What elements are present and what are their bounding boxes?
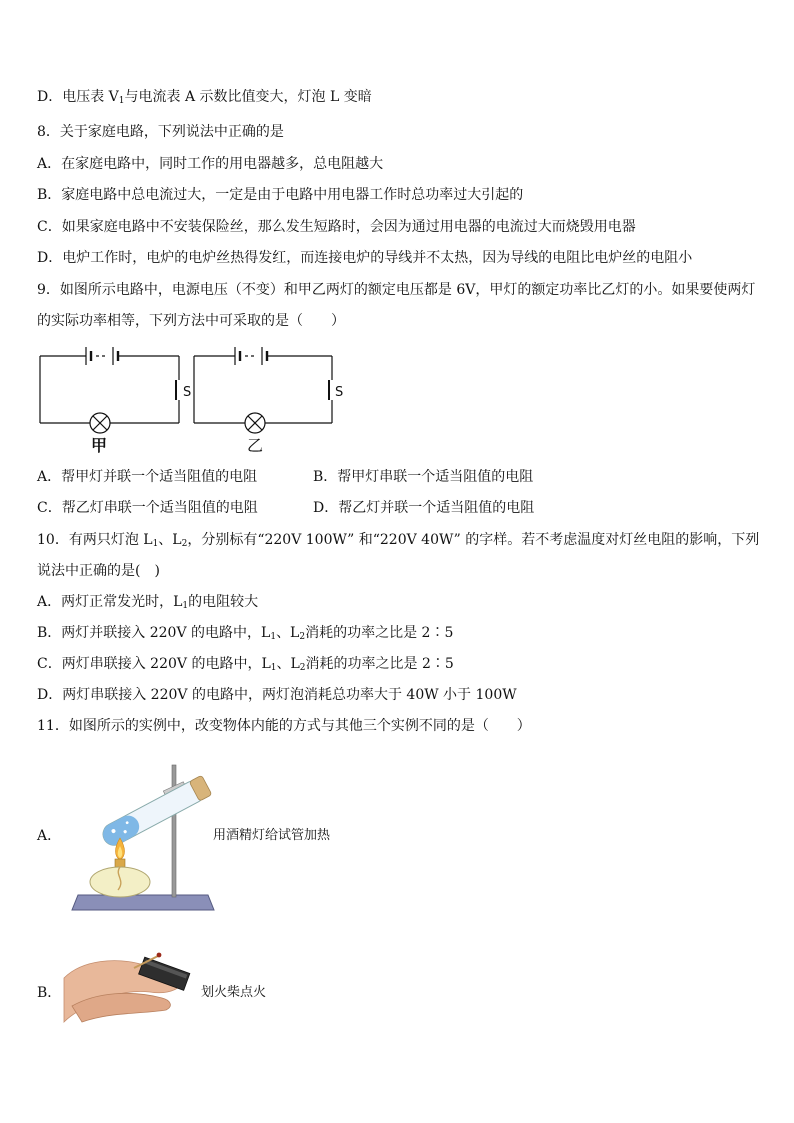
q8-option-a: A．在家庭电路中，同时工作的用电器越多，总电阻越大 (37, 156, 384, 172)
q9-stem-line1: 9．如图所示电路中，电源电压（不变）和甲乙两灯的额定电压都是 6V，甲灯的额定功率比乙灯的小。如果要使两灯 (37, 282, 756, 298)
q10-option-b: B．两灯并联接入 220V 的电路中，$L_1$、$L_2$消耗的功率之比是 2∶5 (37, 625, 454, 642)
q10-option-c: C．两灯串联接入 220V 的电路中，$L_1$、$L_2$消耗的功率之比是 2∶5 (37, 656, 454, 673)
circuit2-lamp-label: 乙 (247, 436, 264, 455)
circuit1-switch-label: S (183, 385, 192, 400)
q10-stem-line1: 10．有两只灯泡 $L_1$、$L_2$，分别标有“220V 100W” 和“220V 40W” 的字样。若不考虑温度对灯丝电阻的影响，下列 (37, 532, 760, 549)
q9-option-c: C．帮乙灯串联一个适当阻值的电阻 (37, 500, 258, 516)
q10-option-a: A．两灯正常发光时，$L_1$的电阻较大 (37, 594, 259, 611)
q8-option-c: C．如果家庭电路中不安装保险丝，那么发生短路时，会因为通过用电器的电流过大而烧毁用电器 (37, 219, 636, 235)
q11-option-a-letter: A． (37, 828, 62, 844)
q11-stem: 11．如图所示的实例中，改变物体内能的方式与其他三个实例不同的是（ ） (37, 718, 531, 734)
q9-stem-line2: 的实际功率相等，下列方法中可采取的是（ ） (37, 313, 345, 329)
q8-stem: 8．关于家庭电路，下列说法中正确的是 (37, 124, 284, 140)
q9-option-a: A．帮甲灯并联一个适当阻值的电阻 (37, 469, 258, 485)
striking-match-image (62, 948, 198, 1028)
alcohol-lamp-test-tube-image (68, 760, 218, 920)
circuit1-lamp-label: 甲 (91, 436, 108, 455)
q8-option-b: B．家庭电路中总电流过大，一定是由于电路中用电器工作时总功率过大引起的 (37, 187, 524, 203)
q10-stem-line2: 说法中正确的是( ) (37, 563, 160, 579)
q11-option-b-caption: 划火柴点火 (201, 985, 267, 1000)
circuit2-switch-label: S (335, 385, 344, 400)
q11-option-b-letter: B． (37, 985, 62, 1001)
q11-option-a-caption: 用酒精灯给试管加热 (213, 828, 331, 843)
circuit-diagram-yi (190, 340, 340, 460)
q9-option-d: D．帮乙灯并联一个适当阻值的电阻 (313, 500, 535, 516)
q10-option-d: D．两灯串联接入 220V 的电路中，两灯泡消耗总功率大于 40W 小于 100W (37, 687, 517, 703)
q8-option-d: D．电炉工作时，电炉的电炉丝热得发红，而连接电炉的导线并不太热，因为导线的电阻比电炉丝的电阻小 (37, 250, 693, 266)
q7-option-d: D．电压表 $V_1$与电流表 A 示数比值变大，灯泡 L 变暗 (37, 89, 372, 106)
q9-option-b: B．帮甲灯串联一个适当阻值的电阻 (313, 469, 534, 485)
circuit-diagram-jia (36, 340, 186, 460)
